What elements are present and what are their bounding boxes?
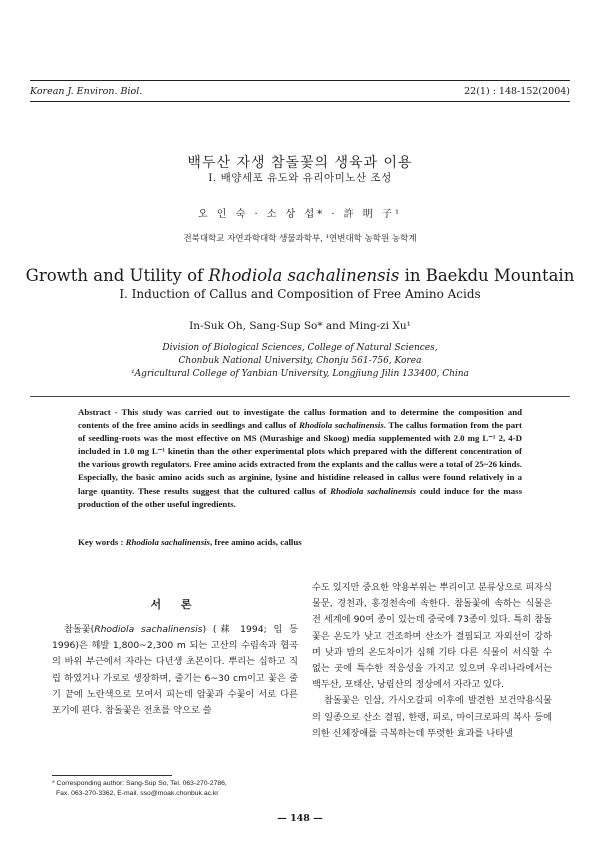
left-p1-species: Rhodiola sachalinensis [94, 624, 203, 635]
english-affiliations [0, 342, 600, 381]
english-title [0, 266, 600, 285]
affiliation-line-3: ¹Agricultural College of Yanbian University, Longjiung Jilin 133400, China [131, 369, 469, 379]
footnote-line-1: * Corresponding author: Sang-Sup So, Tel. 063-270-2786, [52, 780, 227, 787]
left-p1-a: 참돌꽃( [64, 624, 95, 635]
english-title-pre: Growth and Utility of [25, 266, 209, 285]
keywords [78, 537, 522, 547]
header-rule-bottom [30, 101, 570, 102]
english-title-species: Rhodiola sachalinensis [208, 266, 400, 285]
english-subtitle: I. Induction of Callus and Composition of Free Amino Acids [119, 287, 481, 301]
footnote-line-2: Fax. 063-270-3362, E-mail. sso@moak.chonbuk.ac.kr [56, 789, 219, 797]
abstract-text-c: could induce for the mass production of the other useful ingredients. [78, 485, 522, 509]
left-paragraph [52, 622, 298, 719]
right-paragraph-1: 수도 있지만 중요한 약용부위는 뿌리이고 분류상으로 피자식물문, 경천과, 홍경천속에 속한다. 참돌꽃에 속하는 식물은 전 세계에 90여 종이 있는데 중국에 73종이 있다. 특히 참돌꽃은 온도가 낮고 건조하며 산소가 결핍되고 자외선이 강하며 낮과 밤의 온도차이가 심해 기타 다른 식물이 서식할 수 없는 곳에 특수한 적응성을 가지고 있으며 우리나라에서는 백두산, 포태산, 낭림산의 정상에서 자라고 있다. [312, 582, 552, 691]
header-rule-top [30, 80, 570, 81]
korean-title: 백두산 자생 참돌꽃의 생육과 이용 [187, 155, 413, 171]
volume-info: 22(1) : 148-152(2004) [464, 86, 570, 97]
left-column [52, 622, 298, 719]
korean-subtitle: I. 배양세포 유도와 유리아미노산 조성 [208, 172, 392, 184]
abstract-divider [30, 396, 570, 397]
section-heading: 서 론 [150, 598, 200, 611]
footnote [52, 779, 227, 798]
abstract-text-b: . The callus formation from the part of seedling-roots was the most effective on MS (Murashige and Skoog) media supplemented with 2.0 mg L⁻¹ 2, 4-D included in 1.0 mg L⁻¹ kinetin than the other experimental plots which prepared with the different concentration of the various growth regulators. Free amino acids extracted from the explants and the callus were a total of 25~26 kinds. Especially, the basic amino acids such as arginine, lysine and histidine released in callus were found relatively in a large quantity. These results suggest that the cultured callus of [78, 420, 522, 496]
right-paragraph-2: 참돌꽃은 인삼, 가시오갈피 이후에 발견한 보건약용식물의 일종으로 산소 결핍, 한랭, 피로, 마이크로파의 복사 등에 의한 신체장애를 극복하는데 뚜렷한 효과를 나타낼 [312, 695, 552, 739]
keywords-label: Key words : [78, 537, 126, 547]
abstract-species-2: Rhodiola sachalinensis [330, 485, 417, 496]
keywords-species: Rhodiola sachalinensis [125, 537, 210, 547]
korean-authors: 오 인 숙 · 소 상 섭* · 許 明 子¹ [197, 209, 403, 220]
footnote-rule [52, 775, 172, 776]
keywords-rest: , free amino acids, callus [209, 537, 302, 547]
affiliation-line-2: Chonbuk National University, Chonju 561-756, Korea [178, 356, 422, 366]
english-authors: In-Suk Oh, Sang-Sup So* and Ming-zi Xu¹ [189, 320, 411, 332]
affiliation-line-1: Division of Biological Sciences, College of Natural Sciences, [162, 343, 438, 353]
abstract [78, 406, 522, 511]
abstract-text-a: Abstract - This study was carried out to investigate the callus formation and to determine the composition and contents of the free amino acids in seedlings and callus of [78, 407, 522, 431]
right-column [312, 580, 552, 742]
english-title-post: in Baekdu Mountain [399, 266, 575, 285]
abstract-species-1: Rhodiola sachalinensis [298, 420, 384, 431]
left-p1-b: ) (䔉 1994; 임 등 1996)은 해발 1,800~2,300 m 되는 고산의 수림속과 협곡의 바위 부근에서 자라는 다년생 초본이다. 뿌리는 십하고 직립 하였거나 가로로 생장하며, 줄기는 6~30 cm이고 꽃은 줄기 끝에 노란색으로 모여서 피는데 암꽃과 수꽃이 서로 다른 포기에 핀다. 참돌꽃은 전초를 약으로 쓸 [52, 624, 298, 717]
journal-name: Korean J. Environ. Biol. [30, 86, 143, 97]
korean-affiliation: 전북대학교 자연과학대학 생물과학부, ¹연변대학 농학원 농학계 [183, 234, 417, 244]
page-number: — 148 — [277, 813, 323, 824]
